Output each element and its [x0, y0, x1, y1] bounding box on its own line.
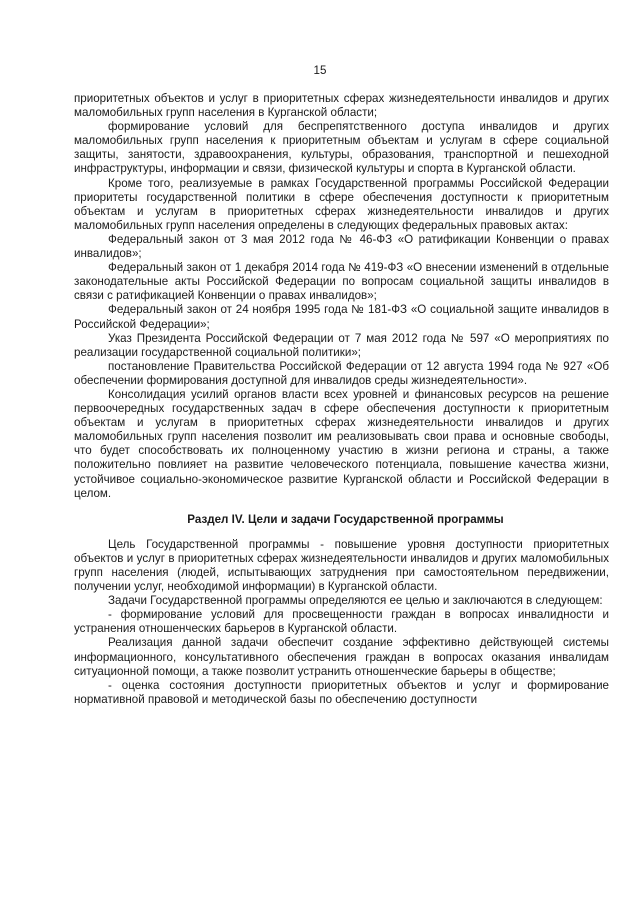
- paragraph: Консолидация усилий органов власти всех уровней и финансовых ресурсов на решение первоочередных государственных задач в сфере обеспечения доступности к приоритетным объектам и услугам в приоритетных сферах жизнедеятельности инвалидов и других маломобильных групп населения позволит им реализовывать свои права и основные свободы, что будет способствовать их полноценному участию в жизни региона и страны, а также положительно повлияет на развитие человеческого потенциала, повышение качества жизни, устойчивое социально-экономическое развитие Курганской области и Российской Федерации в целом.: [74, 387, 609, 500]
- paragraph: Цель Государственной программы - повышение уровня доступности приоритетных объектов и услуг в приоритетных сферах жизнедеятельности инвалидов и других маломобильных групп населения (людей, испытывающих затруднения при самостоятельном передвижении, получении услуг, необходимой информации) в Курганской области.: [74, 537, 609, 594]
- paragraph: Указ Президента Российской Федерации от 7 мая 2012 года № 597 «О мероприятиях по реализации государственной социальной политики»;: [74, 331, 609, 359]
- paragraph: Кроме того, реализуемые в рамках Государственной программы Российской Федерации приоритеты государственной политики в сфере обеспечения доступности к приоритетным объектам и услугам в приоритетных сферах жизнедеятельности инвалидов и других маломобильных групп населения определены в следующих федеральных правовых актах:: [74, 176, 609, 232]
- paragraph: Федеральный закон от 24 ноября 1995 года № 181-ФЗ «О социальной защите инвалидов в Российской Федерации»;: [74, 303, 609, 331]
- paragraph: приоритетных объектов и услуг в приоритетных сферах жизнедеятельности инвалидов и других маломобильных групп населения в Курганской области;: [74, 92, 609, 120]
- paragraph: Реализация данной задачи обеспечит создание эффективно действующей системы информационного, консультативного обеспечения граждан в вопросах оказания инвалидам ситуационной помощи, а также позволит устранить отношенческие барьеры в обществе;: [74, 636, 609, 678]
- paragraph: Федеральный закон от 1 декабря 2014 года № 419-ФЗ «О внесении изменений в отдельные законодательные акты Российской Федерации по вопросам социальной защиты инвалидов в связи с ратификацией Конвенции о правах инвалидов»;: [74, 261, 609, 303]
- paragraph: - формирование условий для просвещенности граждан в вопросах инвалидности и устранения отношенческих барьеров в Курганской области.: [74, 608, 609, 636]
- page-body: [74, 92, 609, 707]
- paragraph: Задачи Государственной программы определяются ее целью и заключаются в следующем:: [108, 594, 603, 608]
- page-number: 15: [313, 64, 327, 77]
- section-heading: Раздел IV. Цели и задачи Государственной программы: [187, 512, 504, 526]
- paragraph: постановление Правительства Российской Федерации от 12 августа 1994 года № 927 «Об обеспечении формирования доступной для инвалидов среды жизнедеятельности».: [74, 359, 609, 387]
- paragraph: формирование условий для беспрепятственного доступа инвалидов и других маломобильных групп населения к приоритетным объектам и услугам в сфере социальной защиты, занятости, здравоохранения, культуры, образования, транспортной и пешеходной инфраструктуры, информации и связи, физической культуры и спорта в Курганской области.: [74, 120, 609, 176]
- paragraph: - оценка состояния доступности приоритетных объектов и услуг и формирование нормативной правовой и методической базы по обеспечению доступности: [74, 678, 609, 706]
- paragraph: Федеральный закон от 3 мая 2012 года № 46-ФЗ «О ратификации Конвенции о правах инвалидов»;: [74, 232, 609, 261]
